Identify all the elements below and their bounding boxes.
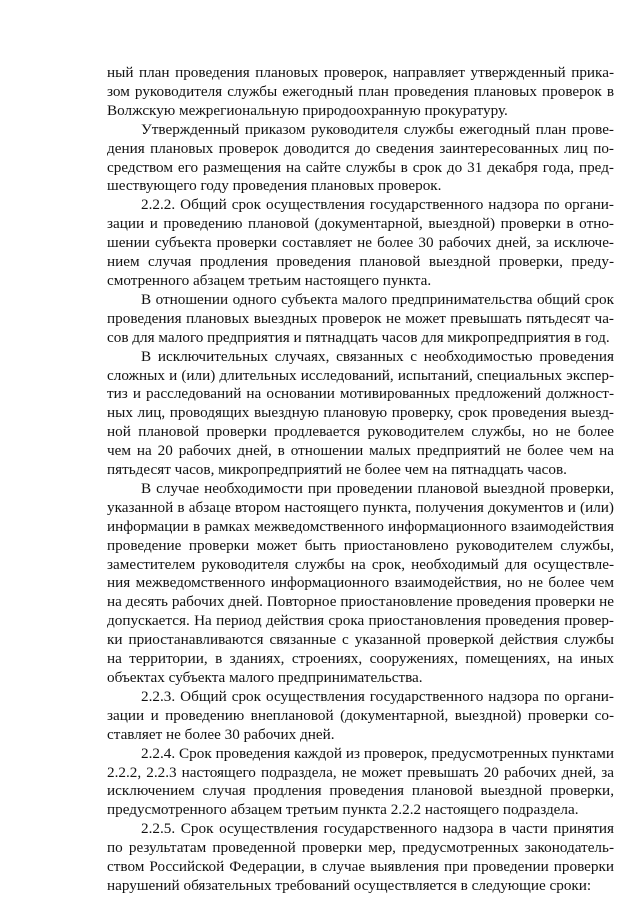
text-line: ством Российской Федерации, в случае выявления при проведении проверки — [107, 858, 614, 876]
text-line: нием случая продления проведения плановой выездной проверки, преду- — [107, 253, 614, 271]
text-line: ной плановой проверки продлевается руководителем службы, но не более — [107, 423, 614, 441]
paragraph-continuation — [107, 64, 614, 121]
text-line: смотренного абзацем третьим настоящего пункта. — [107, 271, 432, 289]
text-line: по результатам проведенной проверки мер, предусмотренных законодатель- — [107, 839, 614, 857]
text-line: исключением случая продления проведения плановой выездной проверки, — [107, 782, 614, 800]
text-line: заместителем руководителя службы на срок, необходимый для осуществле- — [107, 555, 614, 573]
text-line: средством его размещения на сайте службы в срок до 31 декабря года, пред- — [107, 158, 614, 176]
text-line: В исключительных случаях, связанных с необходимостью проведения — [141, 347, 614, 365]
text-line: объектах субъекта малого предпринимательства. — [107, 669, 423, 686]
paragraph-2-2-4 — [107, 745, 614, 821]
text-line: на территории, в зданиях, строениях, сооружениях, помещениях, на иных — [107, 650, 614, 668]
text-line: предусмотренного абзацем третьим пункта 2.2.2 настоящего подраздела. — [107, 801, 579, 819]
text-line: сов для малого предприятия и пятнадцать часов для микропредприятия в год. — [107, 328, 610, 346]
text-line: тиз и расследований на основании мотивированных предложений должност- — [107, 385, 614, 403]
text-line: зом руководителя службы ежегодный план проведения плановых проверок в — [107, 82, 614, 100]
text-line: В отношении одного субъекта малого предпринимательства общий срок — [141, 290, 614, 308]
text-line: зации и проведению внеплановой (документарной, выездной) проверки со- — [107, 706, 614, 724]
text-line: Утвержденный приказом руководителя службы ежегодный план прове- — [141, 120, 614, 138]
text-line: проведения плановых выездных проверок не может превышать пятьдесят ча- — [107, 309, 614, 327]
text-line: ных лиц, проводящих выездную плановую проверку, срок проведения выезд- — [107, 404, 614, 422]
text-line: 2.2.5. Срок осуществления государственного надзора в части принятия — [141, 820, 614, 838]
text-line: зации и проведению плановой (документарной, выездной) проверки в отно- — [107, 215, 614, 233]
text-line: сложных и (или) длительных исследований, испытаний, специальных экспер- — [107, 366, 614, 384]
text-line: чем на 20 рабочих дней, в отношении малых предприятий не более чем на — [107, 442, 614, 460]
document-body — [107, 64, 614, 896]
text-line: пятьдесят часов, микропредприятий не более чем на пятнадцать часов. — [107, 461, 567, 479]
text-line: на десять рабочих дней. Повторное приостановление проведения проверки не — [107, 593, 614, 611]
text-line: 2.2.4. Срок проведения каждой из проверок, предусмотренных пунктами — [141, 744, 614, 762]
text-line: допускается. На период действия срока приостановления проведения провер- — [107, 612, 614, 630]
text-line: шествующего году проведения плановых проверок. — [107, 177, 442, 195]
text-line: ный план проведения плановых проверок, направляет утвержденный прика- — [107, 64, 614, 81]
paragraph-2-2-2 — [107, 196, 614, 291]
paragraph-2-2-3 — [107, 688, 614, 745]
text-line: нарушений обязательных требований осуществляется в следующие сроки: — [107, 876, 592, 894]
text-line: дения плановых проверок доводится до сведения заинтересованных лиц по- — [107, 139, 614, 157]
text-line: 2.2.2. Общий срок осуществления государственного надзора по органи- — [141, 196, 614, 214]
text-line: указанной в абзаце втором настоящего пункта, получения документов и (или) — [107, 498, 614, 516]
paragraph-2-2-5 — [107, 820, 614, 896]
text-line: ки приостанавливаются связанные с указанной проверкой действия службы — [107, 631, 614, 649]
text-line: В случае необходимости при проведении плановой выездной проверки, — [141, 479, 614, 497]
paragraph-small-business — [107, 291, 614, 348]
paragraph-exceptional-cases — [107, 348, 614, 480]
paragraph-approved-plan — [107, 121, 614, 197]
text-line: 2.2.2, 2.2.3 настоящего подраздела, не может превышать 20 рабочих дней, за — [107, 763, 614, 781]
text-line: проведение проверки может быть приостановлено руководителем службы, — [107, 536, 614, 554]
text-line: шении субъекта проверки составляет не более 30 рабочих дней, за исключе- — [107, 234, 614, 252]
text-line: 2.2.3. Общий срок осуществления государственного надзора по органи- — [141, 687, 614, 705]
text-line: Волжскую межрегиональную природоохранную прокуратуру. — [107, 101, 508, 119]
text-line: информации в рамках межведомственного информационного взаимодействия — [107, 517, 614, 535]
text-line: ставляет не более 30 рабочих дней. — [107, 725, 335, 743]
text-line: ния межведомственного информационного взаимодействия, но не более чем — [107, 574, 614, 592]
paragraph-suspension — [107, 480, 614, 688]
